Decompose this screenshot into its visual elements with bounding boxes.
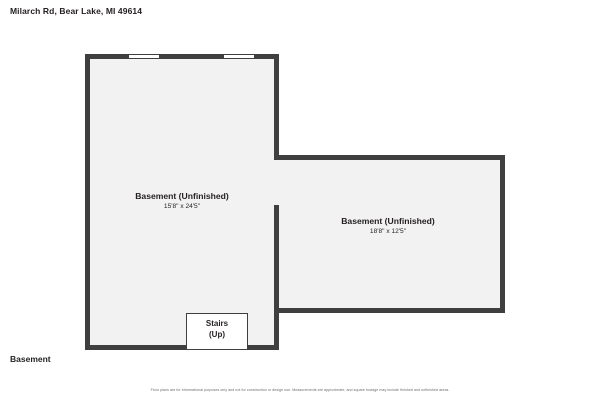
wall-bottom-right — [274, 308, 505, 313]
property-address: Milarch Rd, Bear Lake, MI 49614 — [10, 6, 143, 16]
window-top-left-1 — [129, 54, 159, 59]
window-top-left-2 — [224, 54, 254, 59]
room-label-right — [275, 216, 501, 235]
disclaimer-text: Floor plans are for informational purposes only and not for construction or design use. Measurements are approximate, and square footage may include finished and unfinished areas. — [150, 388, 450, 392]
wall-divider-upper — [274, 54, 279, 159]
stairs-direction: (Up) — [209, 330, 225, 339]
stairs-area — [186, 313, 248, 350]
room-label-left — [89, 191, 275, 210]
room-dimensions-left: 15'8" x 24'5" — [163, 203, 201, 210]
stairs-label: Stairs — [205, 319, 229, 328]
room-dimensions-right: 18'8" x 12'5" — [369, 228, 407, 235]
wall-top-right — [274, 155, 505, 160]
room-name-right: Basement (Unfinished) — [341, 216, 435, 226]
wall-bottom-left — [85, 345, 279, 350]
room-name-left: Basement (Unfinished) — [135, 191, 229, 201]
floor-level-label: Basement — [10, 354, 51, 364]
